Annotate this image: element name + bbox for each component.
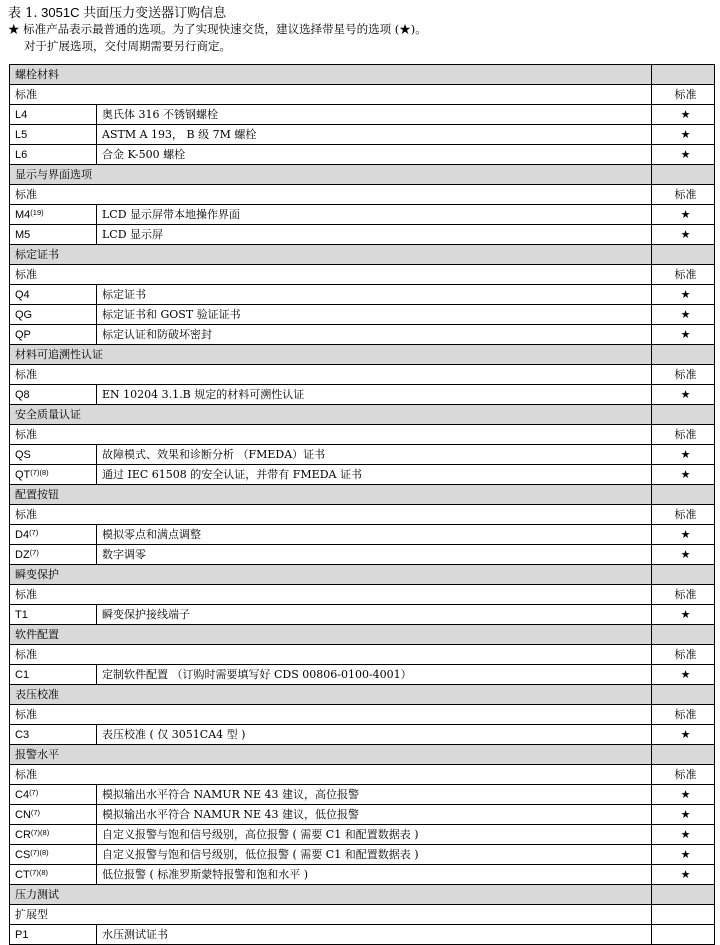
- footnote-ref: (7)(8): [30, 827, 50, 837]
- option-description: 奥氏体 316 不锈钢螺栓: [97, 105, 652, 125]
- option-row: [10, 305, 715, 325]
- table-title-text: 3051C 共面压力变送器订购信息: [37, 5, 227, 20]
- option-description: 标定证书: [97, 285, 652, 305]
- option-description: ASTM A 193， B 级 7M 螺栓: [97, 125, 652, 145]
- section-header: [10, 565, 715, 585]
- standard-star-icon: ★: [652, 525, 715, 545]
- option-code-text: P1: [15, 928, 29, 941]
- option-code-text: M5: [15, 228, 31, 241]
- subheader-label: 标准: [10, 765, 652, 785]
- section-header: [10, 485, 715, 505]
- table-title: [8, 2, 226, 21]
- ordering-table: [9, 64, 715, 945]
- section-subheader: [10, 425, 715, 445]
- section-header-blank: [652, 65, 715, 85]
- option-code-text: DZ: [15, 548, 30, 561]
- option-code-text: QS: [15, 448, 31, 461]
- option-code-text: L5: [15, 128, 28, 141]
- standard-star-icon: ★: [652, 205, 715, 225]
- footnote-ref: (7)(8): [30, 467, 49, 477]
- option-row: [10, 285, 715, 305]
- standard-star-icon: ★: [652, 325, 715, 345]
- section-header: [10, 885, 715, 905]
- standard-star-icon: ★: [652, 545, 715, 565]
- option-code: [10, 865, 97, 885]
- section-subheader: [10, 765, 715, 785]
- option-code-text: CT: [15, 868, 30, 881]
- option-code: [10, 145, 97, 165]
- extended-note: 对于扩展选项，交付周期需要另行商定。: [24, 39, 231, 53]
- option-row: [10, 125, 715, 145]
- section-header: [10, 65, 715, 85]
- option-description: 通过 IEC 61508 的安全认证，并带有 FMEDA 证书: [97, 465, 652, 485]
- section-title: 软件配置: [10, 625, 652, 645]
- option-description: 定制软件配置 （订购时需要填写好 CDS 00806-0100-4001）: [97, 665, 652, 685]
- standard-star-icon: ★: [652, 825, 715, 845]
- option-description: 自定义报警与饱和信号级别，低位报警 ( 需要 C1 和配置数据表 ): [97, 845, 652, 865]
- option-description: LCD 显示屏带本地操作界面: [97, 205, 652, 225]
- section-header-blank: [652, 345, 715, 365]
- subheader-std: 标准: [652, 505, 715, 525]
- subheader-std: 标准: [652, 765, 715, 785]
- section-subheader: [10, 505, 715, 525]
- option-code: [10, 605, 97, 625]
- subheader-std: [652, 905, 715, 925]
- option-code-text: L6: [15, 148, 28, 161]
- standard-star-icon: ★: [652, 805, 715, 825]
- option-description: 故障模式、效果和诊断分析 （FMEDA）证书: [97, 445, 652, 465]
- subheader-std: 标准: [652, 265, 715, 285]
- option-code-text: CN: [15, 808, 31, 821]
- option-code-text: L4: [15, 108, 28, 121]
- footnote-ref: (7)(8): [29, 867, 49, 877]
- section-subheader: [10, 645, 715, 665]
- subheader-std: 标准: [652, 645, 715, 665]
- option-row: [10, 145, 715, 165]
- section-title: 表压校准: [10, 685, 652, 705]
- option-description: 合金 K-500 螺栓: [97, 145, 652, 165]
- option-code: [10, 105, 97, 125]
- option-description: 低位报警 ( 标准罗斯蒙特报警和饱和水平 ): [97, 865, 652, 885]
- section-header-blank: [652, 685, 715, 705]
- standard-star-icon: ★: [652, 445, 715, 465]
- section-header: [10, 685, 715, 705]
- option-code-text: Q4: [15, 288, 30, 301]
- footnote-ref: (7): [30, 807, 41, 817]
- option-row: [10, 805, 715, 825]
- option-code: [10, 665, 97, 685]
- subheader-label: 标准: [10, 645, 652, 665]
- option-row: [10, 545, 715, 565]
- section-subheader: [10, 265, 715, 285]
- option-row: [10, 465, 715, 485]
- subheader-std: 标准: [652, 705, 715, 725]
- option-row: [10, 725, 715, 745]
- option-code: [10, 825, 97, 845]
- option-code: [10, 925, 97, 945]
- subheader-label: 标准: [10, 705, 652, 725]
- standard-star-icon: ★: [652, 725, 715, 745]
- option-description: 自定义报警与饱和信号级别，高位报警 ( 需要 C1 和配置数据表 ): [97, 825, 652, 845]
- option-code: [10, 225, 97, 245]
- subheader-std: 标准: [652, 185, 715, 205]
- option-code-text: T1: [15, 608, 28, 621]
- standard-star-icon: ★: [652, 305, 715, 325]
- section-header-blank: [652, 745, 715, 765]
- option-row: [10, 665, 715, 685]
- standard-star-icon: ★: [652, 225, 715, 245]
- option-code: [10, 445, 97, 465]
- section-title: 显示与界面选项: [10, 165, 652, 185]
- option-code-text: Q8: [15, 388, 30, 401]
- subheader-label: 标准: [10, 505, 652, 525]
- option-code: [10, 205, 97, 225]
- section-subheader: [10, 185, 715, 205]
- section-title: 安全质量认证: [10, 405, 652, 425]
- standard-star-icon: ★: [652, 285, 715, 305]
- option-code: [10, 125, 97, 145]
- section-header-blank: [652, 245, 715, 265]
- section-subheader: [10, 705, 715, 725]
- section-title: 材料可追溯性认证: [10, 345, 652, 365]
- section-header: [10, 745, 715, 765]
- option-row: [10, 205, 715, 225]
- option-code-text: C3: [15, 728, 30, 741]
- option-code: [10, 805, 97, 825]
- standard-star-icon: ★: [652, 665, 715, 685]
- option-code-text: CR: [15, 828, 31, 841]
- subheader-label: 标准: [10, 425, 652, 445]
- section-title: 压力测试: [10, 885, 652, 905]
- subheader-label: 标准: [10, 265, 652, 285]
- section-header-blank: [652, 405, 715, 425]
- option-row: [10, 925, 715, 945]
- subheader-label: 标准: [10, 185, 652, 205]
- option-code-text: QT: [15, 468, 31, 481]
- standard-star-icon: ★: [652, 105, 715, 125]
- option-row: [10, 445, 715, 465]
- option-code: [10, 305, 97, 325]
- subheader-label: 扩展型: [10, 905, 652, 925]
- option-code-text: CS: [15, 848, 31, 861]
- standard-star-icon: ★: [652, 385, 715, 405]
- section-title: 标定证书: [10, 245, 652, 265]
- standard-star-icon: ★: [652, 785, 715, 805]
- section-header-blank: [652, 565, 715, 585]
- option-description: 模拟输出水平符合 NAMUR NE 43 建议，低位报警: [97, 805, 652, 825]
- subheader-label: 标准: [10, 585, 652, 605]
- section-header: [10, 625, 715, 645]
- footnote-ref: (7): [29, 527, 39, 537]
- subheader-std: 标准: [652, 85, 715, 105]
- option-code-text: QP: [15, 328, 31, 341]
- subheader-label: 标准: [10, 85, 652, 105]
- option-description: 瞬变保护接线端子: [97, 605, 652, 625]
- option-row: [10, 605, 715, 625]
- option-code: [10, 525, 97, 545]
- standard-star-icon: ★: [652, 865, 715, 885]
- option-row: [10, 785, 715, 805]
- section-title: 瞬变保护: [10, 565, 652, 585]
- section-header-blank: [652, 625, 715, 645]
- footnote-ref: (7): [29, 547, 39, 557]
- standard-star-icon: ★: [652, 125, 715, 145]
- section-header-blank: [652, 885, 715, 905]
- option-row: [10, 385, 715, 405]
- section-header: [10, 345, 715, 365]
- option-row: [10, 225, 715, 245]
- section-subheader: [10, 365, 715, 385]
- option-row: [10, 525, 715, 545]
- standard-star-icon: ★: [652, 145, 715, 165]
- standard-star-icon: ★: [652, 605, 715, 625]
- option-description: 模拟输出水平符合 NAMUR NE 43 建议，高位报警: [97, 785, 652, 805]
- option-description: LCD 显示屏: [97, 225, 652, 245]
- standard-star-icon: [652, 925, 715, 945]
- subheader-std: 标准: [652, 425, 715, 445]
- section-header-blank: [652, 485, 715, 505]
- option-description: EN 10204 3.1.B 规定的材料可溯性认证: [97, 385, 652, 405]
- option-description: 水压测试证书: [97, 925, 652, 945]
- option-code: [10, 545, 97, 565]
- option-code: [10, 285, 97, 305]
- option-code-text: M4: [15, 208, 31, 221]
- option-description: 模拟零点和满点调整: [97, 525, 652, 545]
- option-code-text: C4: [15, 788, 30, 801]
- option-code-text: D4: [15, 528, 30, 541]
- option-code-text: C1: [15, 668, 30, 681]
- section-header: [10, 245, 715, 265]
- subheader-label: 标准: [10, 365, 652, 385]
- footnote-ref: (7)(8): [30, 847, 49, 857]
- section-title: 配置按钮: [10, 485, 652, 505]
- option-description: 标定认证和防破坏密封: [97, 325, 652, 345]
- section-header: [10, 165, 715, 185]
- table-number: 表 1.: [8, 6, 38, 21]
- option-row: [10, 105, 715, 125]
- section-title: 螺栓材料: [10, 65, 652, 85]
- section-subheader: [10, 905, 715, 925]
- section-title: 报警水平: [10, 745, 652, 765]
- standard-star-icon: ★: [652, 465, 715, 485]
- option-code: [10, 845, 97, 865]
- standard-star-icon: ★: [652, 845, 715, 865]
- subheader-std: 标准: [652, 585, 715, 605]
- option-code: [10, 325, 97, 345]
- option-code: [10, 725, 97, 745]
- option-code: [10, 465, 97, 485]
- option-row: [10, 845, 715, 865]
- option-description: 标定证书和 GOST 验证证书: [97, 305, 652, 325]
- section-header: [10, 405, 715, 425]
- option-code-text: QG: [15, 308, 33, 321]
- option-row: [10, 325, 715, 345]
- section-subheader: [10, 585, 715, 605]
- section-header-blank: [652, 165, 715, 185]
- standard-note: ★ 标准产品表示最普通的选项。为了实现快速交货，建议选择带星号的选项 (★)。: [8, 22, 427, 36]
- footnote-ref: (19): [30, 207, 44, 217]
- footnote-ref: (7): [29, 787, 39, 797]
- option-code: [10, 785, 97, 805]
- subheader-std: 标准: [652, 365, 715, 385]
- option-row: [10, 825, 715, 845]
- option-description: 数字调零: [97, 545, 652, 565]
- option-code: [10, 385, 97, 405]
- option-row: [10, 865, 715, 885]
- option-description: 表压校准 ( 仅 3051CA4 型 ): [97, 725, 652, 745]
- section-subheader: [10, 85, 715, 105]
